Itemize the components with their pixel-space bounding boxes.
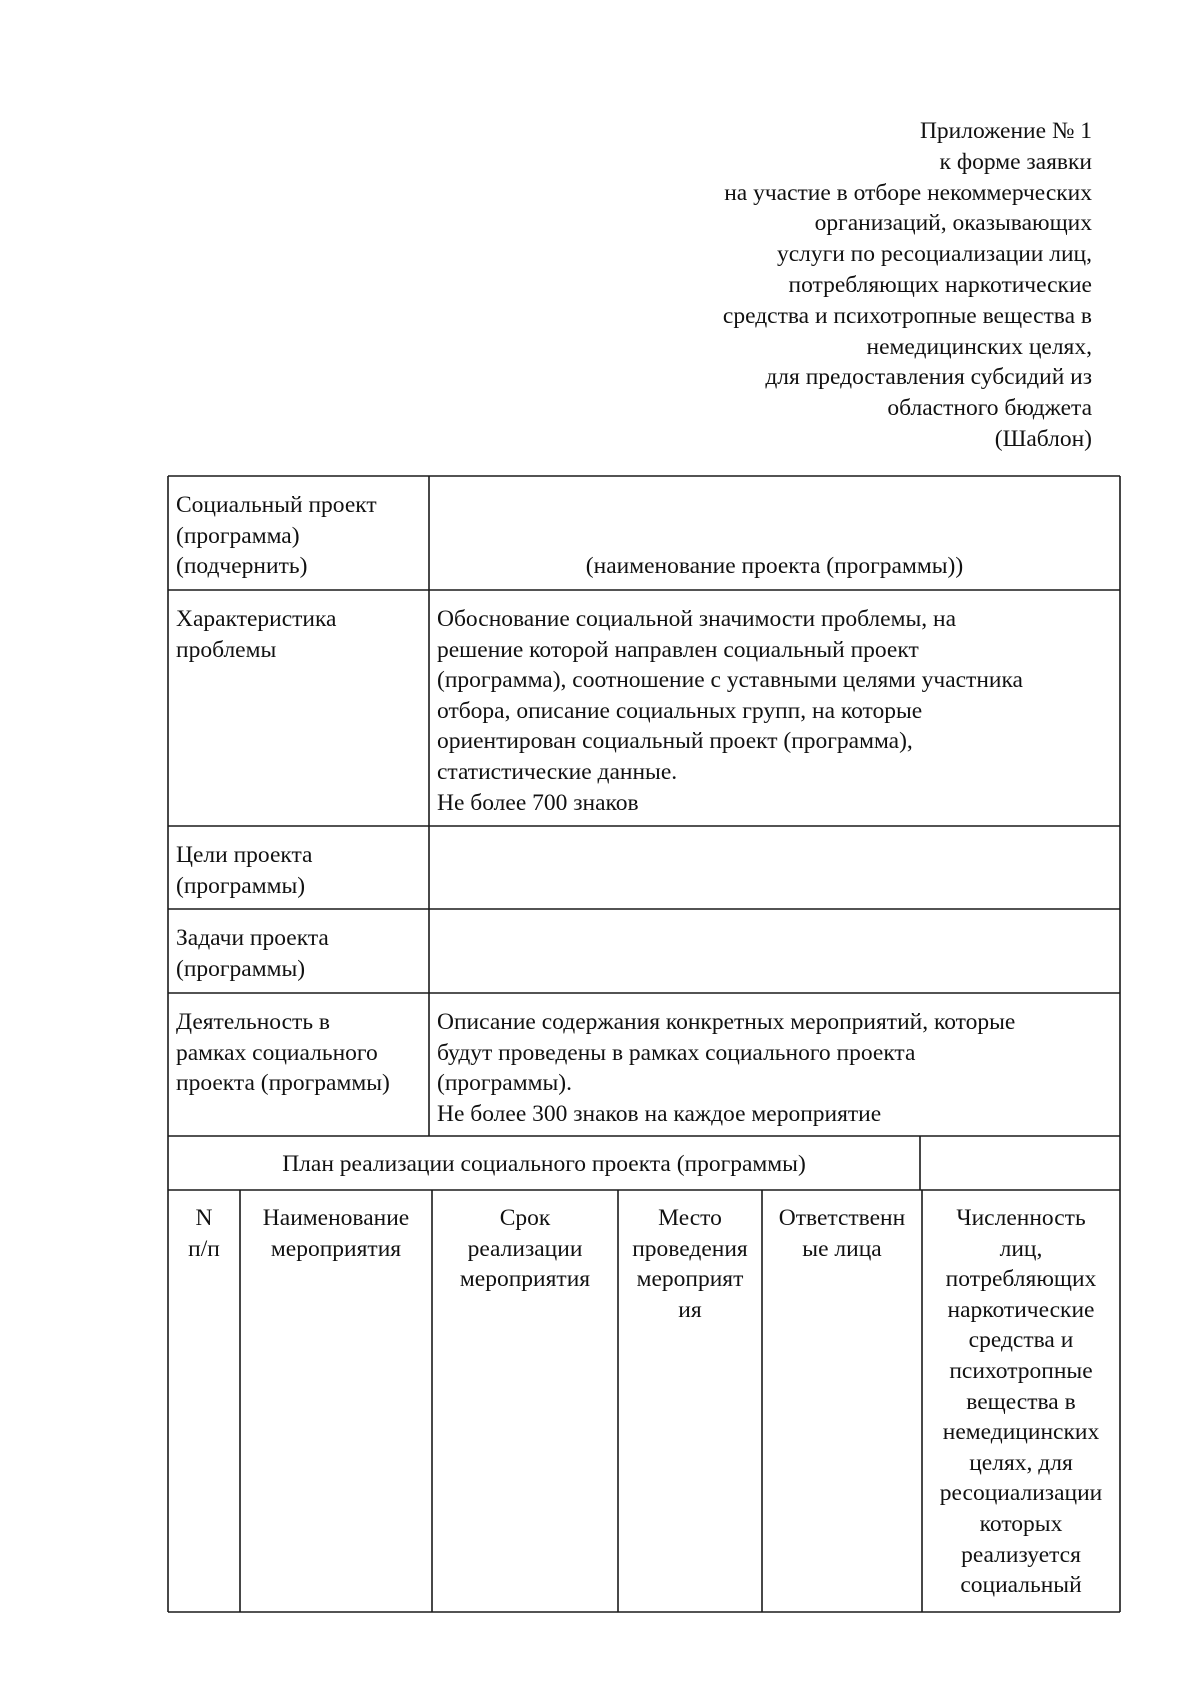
header-line: психотропные (949, 1357, 1093, 1384)
text-line: статистические данные. (437, 758, 678, 785)
appendix-line: потребляющих наркотические (788, 271, 1092, 298)
header-line: реализуется (961, 1541, 1081, 1568)
header-line: ия (678, 1296, 702, 1323)
header-line: Срок (499, 1205, 551, 1231)
header-line: мероприятия (270, 1235, 402, 1262)
header-line: п/п (188, 1235, 220, 1262)
plan-title-text: План реализации социального проекта (программы) (282, 1151, 806, 1177)
plan-title (168, 1149, 920, 1180)
char-limit-note: Не более 300 знаков на каждое мероприятие (437, 1100, 882, 1127)
label-line: (программа) (176, 522, 300, 549)
header-line: проведения (632, 1235, 748, 1262)
column-header-number (168, 1203, 240, 1264)
label-line: (программы) (176, 955, 306, 982)
appendix-line: услуги по ресоциализации лиц, (776, 241, 1092, 268)
problem-label (176, 604, 336, 665)
column-header-responsible (762, 1203, 922, 1264)
char-limit-note: Не более 700 знаков (437, 789, 639, 816)
text-line: Описание содержания конкретных мероприятий, которые (437, 1009, 1016, 1035)
project-label (176, 490, 377, 582)
label-line: Задачи проекта (176, 925, 329, 951)
text-line: будут проведены в рамках социального проекта (437, 1039, 916, 1066)
header-line: немедицинских (942, 1419, 1100, 1446)
header-line: социальный (960, 1572, 1082, 1599)
text-line: (программа), соотношение с уставными целями участника (437, 667, 1023, 694)
label-line: Деятельность в (176, 1009, 331, 1035)
header-line: Ответственн (778, 1205, 906, 1231)
label-line: Цели проекта (176, 842, 313, 868)
tasks-field[interactable] (430, 910, 1119, 992)
appendix-line: средства и психотропные вещества в (722, 302, 1092, 329)
appendix-line: областного бюджета (887, 395, 1092, 422)
appendix-line: для предоставления субсидий из (765, 364, 1092, 391)
header-line: Место (658, 1205, 722, 1231)
activity-label (176, 1007, 390, 1099)
project-name-field[interactable] (429, 551, 1120, 582)
goals-label (176, 840, 312, 901)
label-line: проблемы (176, 636, 277, 663)
text-line: отбора, описание социальных групп, на которые (437, 697, 923, 724)
appendix-line: организаций, оказывающих (814, 210, 1092, 237)
problem-description[interactable] (437, 604, 1023, 818)
header-line: средства и (968, 1327, 1074, 1354)
column-header-event-term (432, 1203, 618, 1295)
text-line: ориентирован социальный проект (программа), (437, 728, 913, 755)
header-line: Численность (956, 1205, 1086, 1231)
tasks-label (176, 923, 329, 984)
label-line: Характеристика (176, 606, 337, 632)
header-line: ресоциализации (939, 1480, 1103, 1507)
project-name-hint: (наименование проекта (программы)) (585, 553, 964, 579)
header-line: лиц, (999, 1235, 1043, 1262)
column-header-event-name (240, 1203, 432, 1264)
text-line: решение которой направлен социальный проект (437, 636, 919, 663)
header-line: мероприят (636, 1266, 744, 1293)
label-line: (программы) (176, 872, 306, 899)
appendix-line: немедицинских целях, (866, 333, 1092, 360)
label-line: Социальный проект (176, 492, 377, 518)
header-line: вещества в (966, 1388, 1076, 1415)
header-line: которых (979, 1510, 1063, 1537)
label-line: рамках социального (176, 1039, 378, 1066)
header-line: потребляющих (945, 1266, 1097, 1293)
label-line: (подчернить) (176, 553, 308, 580)
column-header-beneficiaries-count (922, 1203, 1120, 1601)
header-line: наркотические (947, 1296, 1095, 1323)
header-line: N (195, 1205, 213, 1231)
header-line: реализации (467, 1235, 583, 1262)
appendix-line: на участие в отборе некоммерческих (724, 179, 1092, 206)
text-line: Обоснование социальной значимости проблемы, на (437, 606, 957, 632)
appendix-line: к форме заявки (939, 148, 1092, 175)
header-line: ые лица (802, 1235, 882, 1262)
header-line: целях, для (969, 1449, 1073, 1476)
label-line: проекта (программы) (176, 1070, 390, 1097)
template-mark: (Шаблон) (994, 425, 1092, 452)
header-line: мероприятия (459, 1266, 591, 1293)
text-line: (программы). (437, 1070, 572, 1097)
column-header-event-place (618, 1203, 762, 1325)
activity-description[interactable] (437, 1007, 1015, 1129)
goals-field[interactable] (430, 827, 1119, 908)
header-line: Наименование (262, 1205, 410, 1231)
appendix-line: Приложение № 1 (919, 118, 1092, 144)
